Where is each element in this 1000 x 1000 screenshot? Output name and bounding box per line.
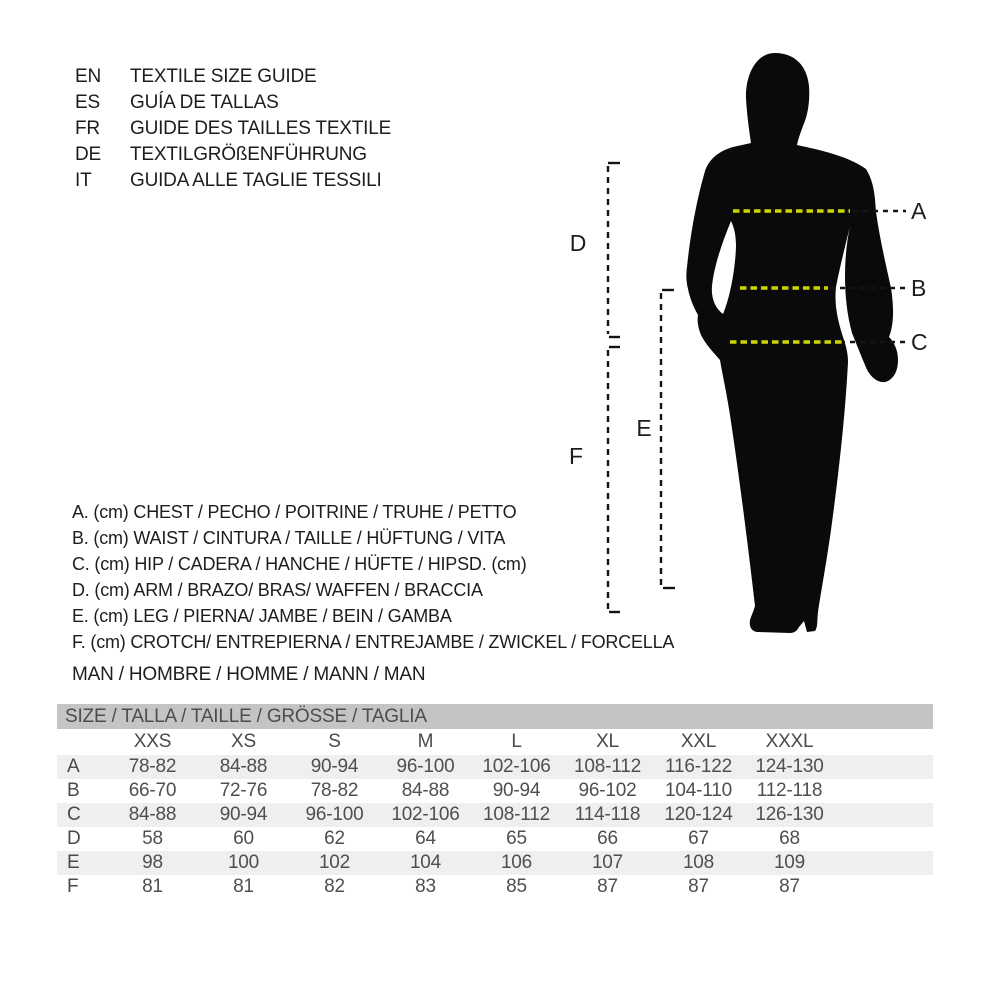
row-label: B	[67, 780, 80, 801]
size-cell: 81	[233, 876, 254, 897]
measurement-leg: E. (cm) LEG / PIERNA/ JAMBE / BEIN / GAMBA	[72, 605, 452, 626]
size-cell: 107	[591, 852, 624, 873]
size-cell: 78-82	[310, 780, 359, 801]
language-code: EN	[75, 66, 101, 87]
size-cell: 90-94	[310, 756, 359, 777]
row-label: E	[67, 852, 80, 873]
size-cell: 102	[318, 852, 351, 873]
language-title: GUIDE DES TAILLES TEXTILE	[130, 118, 392, 139]
table-row-a	[57, 755, 933, 779]
label-crotch-f: F	[568, 443, 584, 469]
size-cell: 102-106	[391, 804, 460, 825]
size-cell: 87	[688, 876, 709, 897]
size-cell: 84-88	[128, 804, 177, 825]
size-cell: 98	[142, 852, 163, 873]
language-title: TEXTILGRÖßENFÜHRUNG	[130, 144, 367, 165]
size-cell: 90-94	[492, 780, 541, 801]
size-cell: 83	[415, 876, 436, 897]
size-cell: 100	[227, 852, 260, 873]
size-cell: 114-118	[574, 804, 641, 825]
size-cell: 126-130	[755, 804, 824, 825]
language-title: TEXTILE SIZE GUIDE	[130, 66, 317, 87]
col-header-s: S	[328, 731, 341, 752]
size-cell: 108-112	[574, 756, 641, 777]
col-header-xl: XL	[596, 731, 619, 752]
size-cell: 85	[506, 876, 527, 897]
table-row-f	[57, 875, 933, 899]
measurement-arm: D. (cm) ARM / BRAZO/ BRAS/ WAFFEN / BRACCIA	[72, 579, 483, 600]
table-row-e	[57, 851, 933, 875]
size-cell: 108	[682, 852, 715, 873]
label-waist-b: B	[911, 275, 927, 301]
size-cell: 120-124	[664, 804, 733, 825]
measurement-crotch: F. (cm) CROTCH/ ENTREPIERNA / ENTREJAMBE / ZWICKEL / FORCELLA	[72, 631, 675, 652]
table-row-d	[57, 827, 933, 851]
size-cell: 96-100	[396, 756, 455, 777]
measurement-chest: A. (cm) CHEST / PECHO / POITRINE / TRUHE / PETTO	[72, 501, 517, 522]
table-row-b	[57, 779, 933, 803]
category-line: MAN / HOMBRE / HOMME / MANN / MAN	[72, 664, 426, 685]
size-cell: 102-106	[482, 756, 551, 777]
col-header-xxxl: XXXL	[765, 731, 814, 752]
size-cell: 112-118	[756, 780, 823, 801]
size-cell: 104-110	[665, 780, 732, 801]
col-header-xs: XS	[231, 731, 256, 752]
size-cell: 84-88	[219, 756, 268, 777]
label-chest-a: A	[911, 198, 927, 224]
size-table-title: SIZE / TALLA / TAILLE / GRÖSSE / TAGLIA	[57, 704, 933, 729]
row-label: C	[67, 804, 81, 825]
size-cell: 68	[779, 828, 800, 849]
size-cell: 104	[409, 852, 442, 873]
size-cell: 65	[506, 828, 527, 849]
size-cell: 60	[233, 828, 254, 849]
language-code: IT	[75, 170, 92, 191]
col-header-xxs: XXS	[133, 731, 172, 752]
size-cell: 58	[142, 828, 163, 849]
size-cell: 96-102	[578, 780, 637, 801]
measurement-hip: C. (cm) HIP / CADERA / HANCHE / HÜFTE / HIPSD. (cm)	[72, 553, 527, 574]
size-cell: 72-76	[219, 780, 268, 801]
label-leg-e: E	[636, 415, 652, 441]
language-title: GUIDA ALLE TAGLIE TESSILI	[130, 170, 382, 191]
row-label: A	[67, 756, 80, 777]
size-cell: 84-88	[401, 780, 450, 801]
size-cell: 66-70	[128, 780, 177, 801]
size-cell: 62	[324, 828, 345, 849]
size-cell: 81	[142, 876, 163, 897]
measurement-legend	[72, 499, 674, 655]
size-cell: 67	[688, 828, 709, 849]
language-code: DE	[75, 144, 101, 165]
col-header-m: M	[417, 731, 434, 752]
size-cell: 109	[773, 852, 806, 873]
language-code: ES	[75, 92, 100, 113]
measurement-waist: B. (cm) WAIST / CINTURA / TAILLE / HÜFTUNG / VITA	[72, 527, 506, 548]
size-cell: 82	[324, 876, 345, 897]
language-title: GUÍA DE TALLAS	[130, 92, 279, 113]
label-hip-c: C	[911, 329, 928, 355]
size-cell: 64	[415, 828, 436, 849]
size-table	[57, 704, 933, 899]
row-label: D	[67, 828, 81, 849]
size-cell: 87	[597, 876, 618, 897]
size-cell: 90-94	[219, 804, 268, 825]
col-header-xxl: XXL	[680, 731, 717, 752]
row-label: F	[67, 876, 79, 897]
size-cell: 78-82	[128, 756, 177, 777]
col-header-l: L	[511, 731, 522, 752]
size-cell: 87	[779, 876, 800, 897]
size-cell: 124-130	[755, 756, 824, 777]
size-cell: 96-100	[305, 804, 364, 825]
size-cell: 108-112	[483, 804, 550, 825]
size-cell: 106	[500, 852, 533, 873]
size-table-column-headers	[57, 729, 933, 755]
size-cell: 66	[597, 828, 618, 849]
table-row-c	[57, 803, 933, 827]
label-arm-d: D	[569, 230, 587, 256]
language-code: FR	[75, 118, 100, 139]
size-cell: 116-122	[665, 756, 732, 777]
